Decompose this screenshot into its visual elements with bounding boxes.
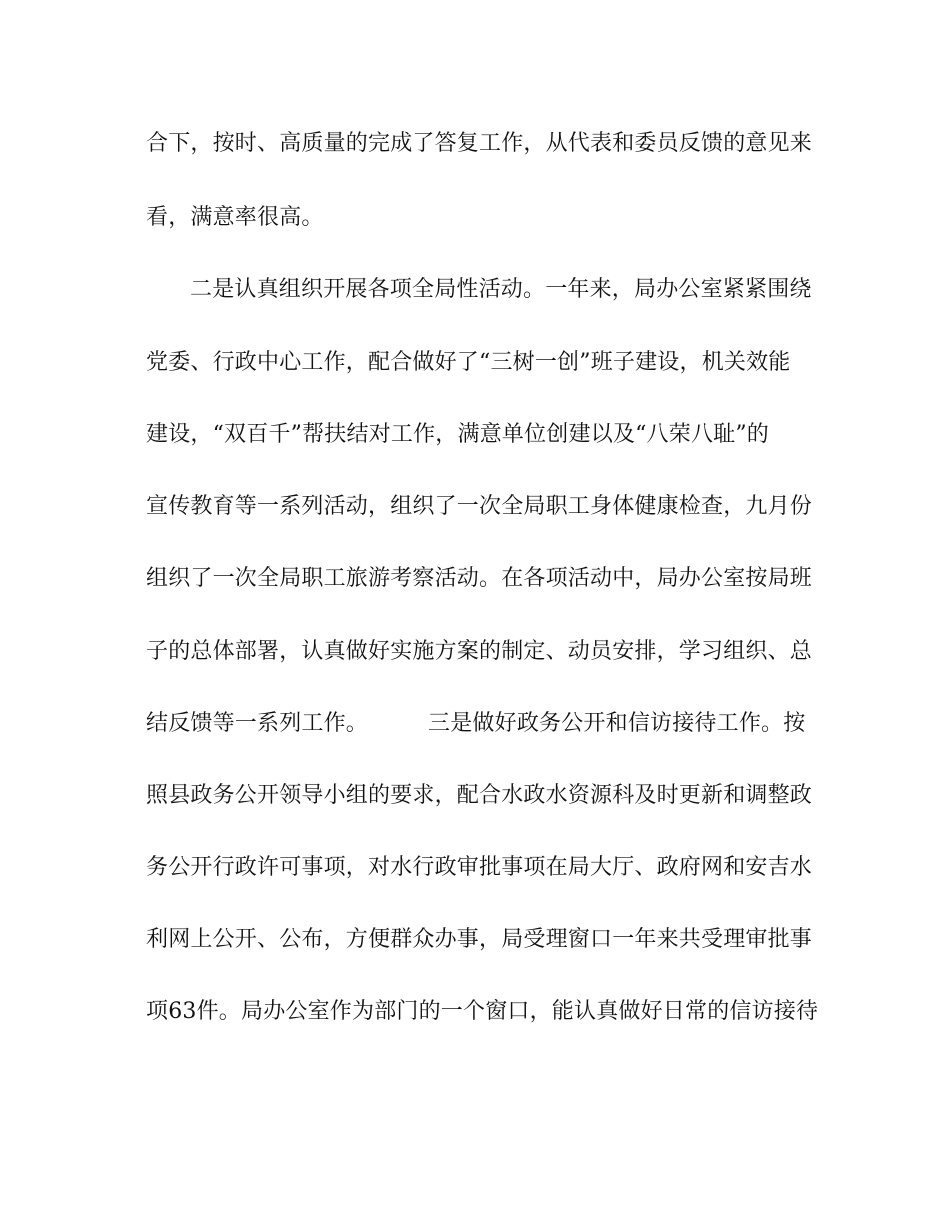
line-segment: 结反馈等一系列工作。 (146, 711, 369, 736)
paragraph-line: 看，满意率很高。 (146, 205, 324, 230)
paragraph-line (146, 709, 805, 739)
paragraph-line: 建设，“双百千”帮扶结对工作，满意单位创建以及“八荣八耻”的 (146, 422, 769, 447)
paragraph-line: 子的总体部署，认真做好实施方案的制定、动员安排，学习组织、总 (146, 639, 813, 664)
paragraph-line: 宣传教育等一系列活动，组织了一次全局职工身体健康检查，九月份 (146, 494, 813, 519)
paragraph-line: 项63件。局办公室作为部门的一个窗口，能认真做好日常的信访接待 (146, 999, 819, 1024)
paragraph-line: 合下，按时、高质量的完成了答复工作，从代表和委员反馈的意见来 (146, 131, 813, 156)
paragraph-line: 党委、行政中心工作，配合做好了“三树一创”班子建设，机关效能 (146, 350, 791, 375)
paragraph-line: 组织了一次全局职工旅游考察活动。在各项活动中，局办公室按局班 (146, 566, 813, 591)
paragraph-line: 二是认真组织开展各项全局性活动。一年来，局办公室紧紧围绕 (190, 277, 812, 302)
paragraph-line: 务公开行政许可事项，对水行政审批事项在局大厅、政府网和安吉水 (146, 855, 813, 880)
paragraph-line: 利网上公开、公布，方便群众办事，局受理窗口一年来共受理审批事 (146, 927, 813, 952)
paragraph-line: 照县政务公开领导小组的要求，配合水政水资源科及时更新和调整政 (146, 783, 813, 808)
line-segment: 三是做好政务公开和信访接待工作。按 (428, 711, 806, 736)
